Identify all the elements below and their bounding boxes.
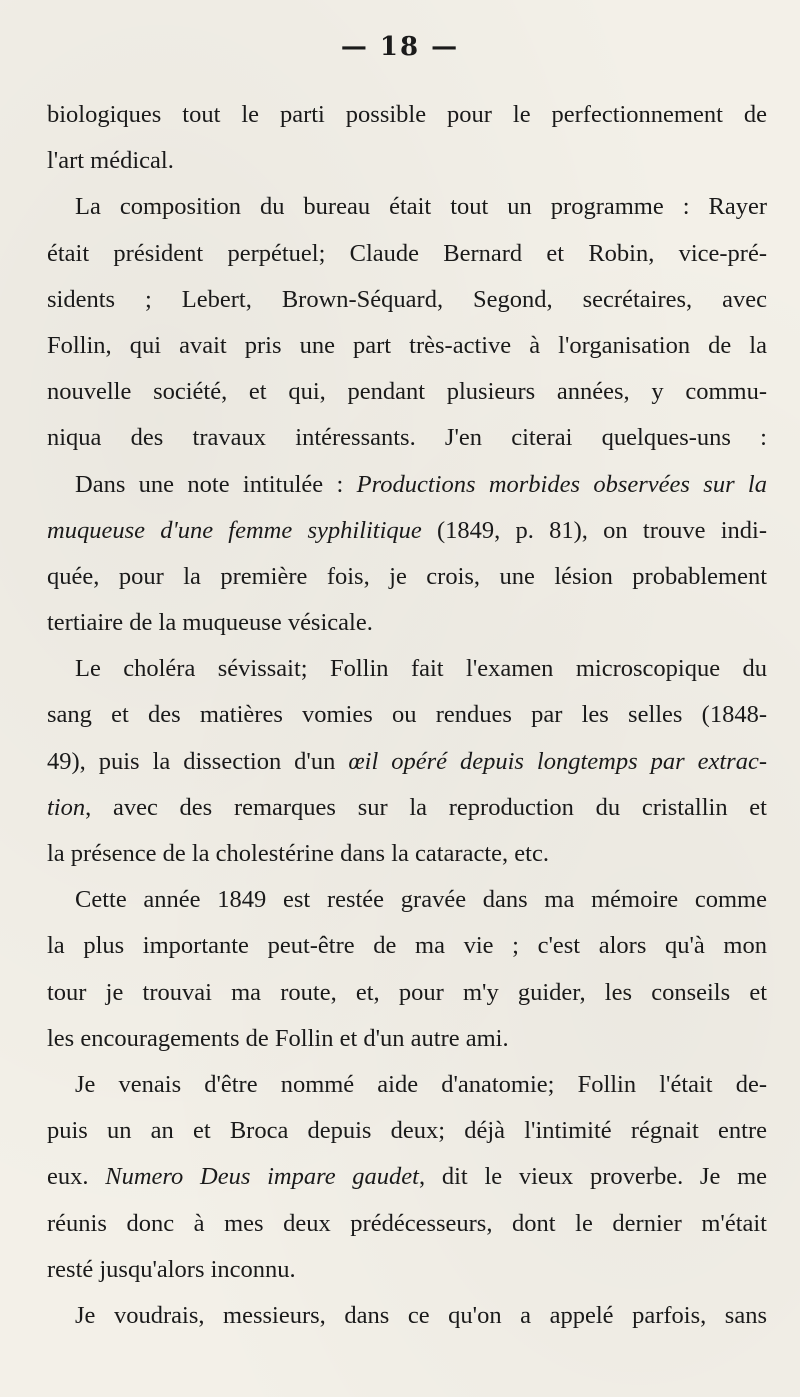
text-segment: 49), puis la dissection d'un xyxy=(47,747,349,775)
text-segment: puis un an et Broca depuis deux; déjà l'intimité régnait entre xyxy=(47,1117,767,1145)
text-line xyxy=(47,323,767,369)
text-line xyxy=(47,970,767,1016)
text-line xyxy=(47,831,767,877)
italic-text: Numero Deus impare gaudet xyxy=(105,1163,419,1191)
text-segment: eux. xyxy=(47,1163,106,1191)
text-line xyxy=(47,877,767,923)
text-line xyxy=(47,277,767,323)
text-line xyxy=(47,739,767,785)
text-line xyxy=(47,554,767,600)
text-segment: Le choléra sévissait; Follin fait l'examen microscopique du xyxy=(75,655,767,683)
text-line xyxy=(47,1154,767,1200)
text-line xyxy=(47,600,767,646)
text-segment: La composition du bureau était tout un programme : Rayer xyxy=(75,193,767,221)
italic-text: œil opéré depuis longtemps par extrac- xyxy=(348,747,767,775)
text-segment: était président perpétuel; Claude Bernard et Robin, vice-pré- xyxy=(47,239,767,267)
text-segment: réunis donc à mes deux prédécesseurs, dont le dernier m'était xyxy=(47,1209,767,1237)
text-line xyxy=(47,923,767,969)
text-line xyxy=(47,1201,767,1247)
text-segment: , dit le vieux proverbe. Je me xyxy=(419,1163,767,1191)
body-text xyxy=(47,92,767,1339)
text-segment: biologiques tout le parti possible pour le perfectionnement de xyxy=(47,101,767,128)
text-segment: tertiaire de la muqueuse vésicale. xyxy=(47,609,373,637)
text-segment: la plus importante peut-être de ma vie ; c'est alors qu'à mon xyxy=(47,932,767,960)
page-number: — 18 — xyxy=(340,32,460,62)
text-line xyxy=(47,462,767,508)
text-line xyxy=(47,785,767,831)
text-line xyxy=(47,1293,767,1339)
text-segment: sang et des matières vomies ou rendues par les selles (1848- xyxy=(47,701,767,729)
text-line xyxy=(47,646,767,692)
text-segment: resté jusqu'alors inconnu. xyxy=(47,1255,296,1283)
text-line xyxy=(47,1016,767,1062)
text-line xyxy=(47,692,767,738)
italic-text: Productions morbides observées sur la xyxy=(356,470,767,498)
text-segment: nouvelle société, et qui, pendant plusieurs années, y commu- xyxy=(47,378,767,406)
italic-text: muqueuse d'une femme syphilitique xyxy=(47,516,422,544)
text-segment: les encouragements de Follin et d'un autre ami. xyxy=(47,1024,509,1052)
text-line xyxy=(47,184,767,230)
text-segment: quée, pour la première fois, je crois, une lésion probablement xyxy=(47,562,767,590)
text-line xyxy=(47,1062,767,1108)
text-segment: , avec des remarques sur la reproduction du cristallin et xyxy=(85,793,767,821)
text-line xyxy=(47,369,767,415)
text-segment: Je venais d'être nommé aide d'anatomie; Follin l'était de- xyxy=(75,1070,767,1098)
text-segment: Dans une note intitulée : xyxy=(75,470,357,498)
text-segment: (1849, p. 81), on trouve indi- xyxy=(421,516,767,544)
text-segment: la présence de la cholestérine dans la cataracte, etc. xyxy=(47,840,549,867)
text-line xyxy=(47,1247,767,1293)
text-line xyxy=(47,231,767,277)
text-line xyxy=(47,415,767,461)
text-segment: Cette année 1849 est restée gravée dans ma mémoire comme xyxy=(75,886,767,914)
text-segment: Je voudrais, messieurs, dans ce qu'on a appelé parfois, sans xyxy=(75,1301,767,1329)
text-segment: niqua des travaux intéressants. J'en citerai quelques-uns : xyxy=(47,424,767,452)
text-segment: sidents ; Lebert, Brown-Séquard, Segond, secrétaires, avec xyxy=(47,285,767,313)
italic-text: tion xyxy=(47,793,86,821)
text-segment: Follin, qui avait pris une part très-active à l'organisation de la xyxy=(47,331,767,359)
text-line xyxy=(47,138,767,184)
text-segment: l'art médical. xyxy=(47,147,174,175)
text-line xyxy=(47,508,767,554)
text-segment: tour je trouvai ma route, et, pour m'y guider, les conseils et xyxy=(47,978,767,1006)
text-line xyxy=(47,1108,767,1154)
text-line xyxy=(47,92,767,138)
